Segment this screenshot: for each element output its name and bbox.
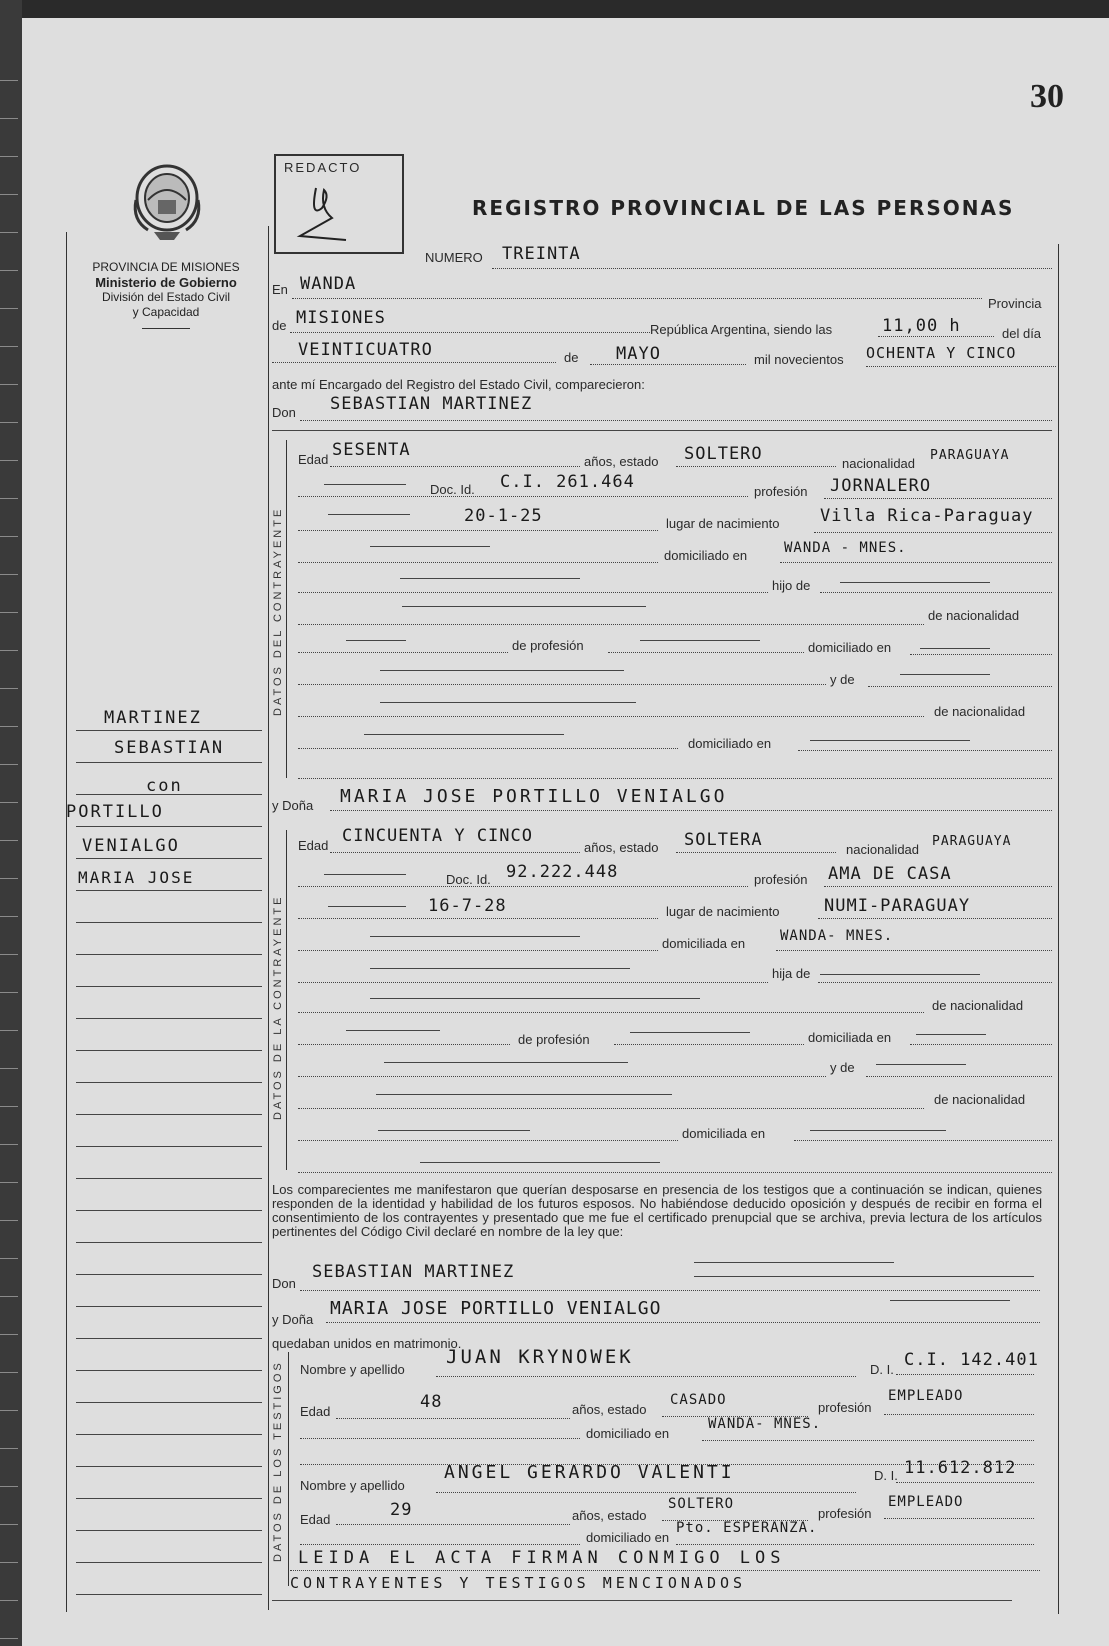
f-dash-15 bbox=[420, 1162, 660, 1163]
f-prof-value: AMA DE CASA bbox=[828, 864, 952, 884]
f-domen2-label: domiciliada en bbox=[682, 1126, 766, 1141]
f-estado-line bbox=[676, 852, 836, 853]
margin-ruled-line bbox=[76, 826, 262, 827]
margin-ruled-line bbox=[76, 1370, 262, 1371]
t1-prof-line bbox=[884, 1414, 1034, 1415]
t1-dom-label: domiciliado en bbox=[586, 1426, 670, 1441]
f-fecha-value: 16-7-28 bbox=[428, 896, 507, 916]
c-nac-label: nacionalidad bbox=[842, 456, 916, 471]
binding-tick bbox=[0, 1144, 18, 1145]
t2-anos-label: años, estado bbox=[572, 1508, 647, 1523]
t2-dom-line bbox=[676, 1544, 1034, 1545]
c-prof-value: JORNALERO bbox=[830, 476, 932, 496]
t1-prof-label: profesión bbox=[818, 1400, 872, 1415]
margin-ruled-line bbox=[76, 1594, 262, 1595]
c-domen-label: domiciliado en bbox=[808, 640, 892, 655]
t2-dom-value: Pto. ESPERANZA. bbox=[676, 1520, 818, 1536]
t1-dom-line bbox=[702, 1440, 1034, 1441]
hora-line bbox=[878, 336, 994, 337]
provincial-crest-icon bbox=[128, 160, 206, 242]
f-fecha-line bbox=[298, 918, 658, 919]
dia-value: VEINTICUATRO bbox=[298, 340, 433, 360]
t2-doc-line bbox=[896, 1482, 1034, 1483]
don-value: SEBASTIAN MARTINEZ bbox=[330, 394, 533, 414]
f-dash-1 bbox=[324, 874, 406, 875]
c-dom-label: domiciliado en bbox=[664, 548, 748, 563]
de-mes-label: de bbox=[564, 350, 579, 365]
f-dom-line bbox=[776, 950, 1052, 951]
f-prof-label: profesión bbox=[754, 872, 808, 887]
binding-tick bbox=[0, 954, 18, 955]
t1-nombre-line bbox=[436, 1376, 856, 1377]
binding-tick bbox=[0, 650, 18, 651]
f-nac-label: nacionalidad bbox=[846, 842, 920, 857]
binding-tick bbox=[0, 916, 18, 917]
decl-dona-value: MARIA JOSE PORTILLO VENIALGO bbox=[330, 1298, 662, 1319]
binding-tick bbox=[0, 726, 18, 727]
page-number: 30 bbox=[1030, 78, 1064, 115]
t2-edad-label: Edad bbox=[300, 1512, 331, 1527]
t2-prof-value: EMPLEADO bbox=[888, 1494, 964, 1510]
margin-ruled-line bbox=[76, 1018, 262, 1019]
binding-tick bbox=[0, 232, 18, 233]
f-dash-11 bbox=[876, 1064, 966, 1065]
form-left-border bbox=[268, 226, 269, 1610]
f-dash-14 bbox=[810, 1130, 946, 1131]
don-line bbox=[300, 420, 1052, 421]
provincia-label: Provincia bbox=[988, 296, 1042, 311]
f-doc-value: 92.222.448 bbox=[506, 862, 619, 882]
binding-tick bbox=[0, 460, 18, 461]
binding-tick bbox=[0, 1334, 18, 1335]
declaration-paragraph: Los comparecientes me manifestaron que querían desposarse en presencia de los testigos que a continuación se indican, quienes responden de la identidad y habilidad de los futuros esposos. No habiéndose deducido oposición y después de recibir en forma el consentimiento de los contrayentes y presentado que me fue el certificado prenupcial que se archiva, previa lectura de los artículos pertinentes del Código Civil declaré en nombre de la ley que: bbox=[272, 1182, 1042, 1239]
dona-line bbox=[330, 810, 1052, 811]
margin-ruled-line bbox=[76, 1402, 262, 1403]
ministry-block bbox=[66, 260, 266, 329]
binding-tick bbox=[0, 270, 18, 271]
margin-ruled-line bbox=[76, 858, 262, 859]
c-deprof-blank bbox=[298, 652, 508, 653]
closing-underline-2 bbox=[272, 1600, 1012, 1601]
f-denac2-label: de nacionalidad bbox=[934, 1092, 1026, 1107]
decl-dash-3 bbox=[890, 1300, 1010, 1301]
c-hijo-line bbox=[820, 592, 1052, 593]
binding-tick bbox=[0, 422, 18, 423]
testigos-side-label: DATOS DE LOS TESTIGOS bbox=[272, 1360, 284, 1562]
c-estado-line bbox=[676, 466, 836, 467]
t1-doc-label: D. I. bbox=[870, 1362, 894, 1377]
c-edad-label: Edad bbox=[298, 452, 329, 467]
testigos-bracket bbox=[288, 1352, 289, 1586]
decl-dona-label: y Doña bbox=[272, 1312, 314, 1327]
f-hija-line bbox=[818, 982, 1052, 983]
ministry-line-3: División del Estado Civil bbox=[101, 290, 231, 304]
c-dash-4 bbox=[400, 578, 580, 579]
decl-don-label: Don bbox=[272, 1276, 296, 1291]
margin-ruled-line bbox=[76, 1242, 262, 1243]
f-deprof-line bbox=[614, 1044, 804, 1045]
binding-tick bbox=[0, 574, 18, 575]
margin-ruled-line bbox=[76, 1082, 262, 1083]
c-fecha-line bbox=[298, 530, 658, 531]
margin-ruled-line bbox=[76, 986, 262, 987]
dona-value: MARIA JOSE PORTILLO VENIALGO bbox=[340, 786, 728, 807]
f-lugar-line bbox=[818, 918, 1052, 919]
contrayenta-side-label: DATOS DE LA CONTRAYENTE bbox=[272, 894, 284, 1120]
margin-ruled-line bbox=[76, 1210, 262, 1211]
c-edad-value: SESENTA bbox=[332, 440, 411, 460]
decl-dona-line bbox=[326, 1322, 1040, 1323]
c-denac-line bbox=[298, 624, 924, 625]
binding-tick bbox=[0, 194, 18, 195]
f-dash-4 bbox=[370, 968, 630, 969]
margin-note-line-2: SEBASTIAN bbox=[114, 738, 225, 758]
f-domen2-line bbox=[794, 1140, 1052, 1141]
t2-prof-line bbox=[884, 1518, 1034, 1519]
ante-label: ante mí Encargado del Registro del Estado Civil, comparecieron: bbox=[272, 377, 645, 392]
margin-ruled-line bbox=[76, 1146, 262, 1147]
f-dash-3 bbox=[370, 936, 580, 937]
t2-dom-blank bbox=[300, 1544, 580, 1545]
c-edad-line bbox=[330, 466, 580, 467]
c-close-line bbox=[298, 778, 1052, 779]
binding-tick bbox=[0, 308, 18, 309]
c-hijo-blank bbox=[298, 592, 768, 593]
binding-tick bbox=[0, 384, 18, 385]
redacto-stamp bbox=[274, 154, 404, 254]
mil-label: mil novecientos bbox=[754, 352, 844, 367]
t2-doc-label: D. I. bbox=[874, 1468, 898, 1483]
c-prof-line bbox=[824, 498, 1052, 499]
f-domen-line bbox=[910, 1044, 1052, 1045]
f-deprof-label: de profesión bbox=[518, 1032, 590, 1047]
margin-ruled-line bbox=[76, 1274, 262, 1275]
binding-tick bbox=[0, 612, 18, 613]
margin-ruled-line bbox=[76, 1562, 262, 1563]
f-doc-label: Doc. Id. bbox=[446, 872, 491, 887]
binding-tick bbox=[0, 840, 18, 841]
t1-edad-value: 48 bbox=[420, 1392, 443, 1412]
margin-note-line-1: MARTINEZ bbox=[104, 708, 202, 728]
c-deprof-line bbox=[608, 652, 804, 653]
closing-line-2: CONTRAYENTES Y TESTIGOS MENCIONADOS bbox=[290, 1574, 747, 1592]
contrayente-bracket bbox=[286, 440, 287, 778]
c-dash-10 bbox=[380, 670, 624, 671]
c-doc-value: C.I. 261.464 bbox=[500, 472, 635, 492]
margin-ruled-line bbox=[76, 922, 262, 923]
c-lugar-line bbox=[814, 532, 1052, 533]
t1-nombre-value: JUAN KRYNOWEK bbox=[446, 1346, 634, 1368]
book-binding bbox=[0, 0, 22, 1646]
binding-tick bbox=[0, 156, 18, 157]
margin-note-line-6: MARIA JOSE bbox=[78, 868, 195, 887]
c-denac2-line bbox=[298, 716, 924, 717]
f-deprof-blank bbox=[298, 1044, 510, 1045]
decl-dash-1 bbox=[694, 1262, 894, 1263]
binding-tick bbox=[0, 1220, 18, 1221]
binding-tick bbox=[0, 536, 18, 537]
binding-tick bbox=[0, 1182, 18, 1183]
t2-nombre-label: Nombre y apellido bbox=[300, 1478, 405, 1493]
margin-note-line-4: PORTILLO bbox=[66, 802, 164, 822]
binding-tick bbox=[0, 1562, 18, 1563]
c-domen-line bbox=[910, 654, 1052, 655]
c-anos-label: años, estado bbox=[584, 454, 659, 469]
f-denac-line bbox=[298, 1012, 924, 1013]
don-underline bbox=[272, 430, 1052, 431]
c-doc-line bbox=[298, 496, 748, 497]
c-hijo-label: hijo de bbox=[772, 578, 811, 593]
margin-ruled-line bbox=[76, 890, 262, 891]
ministry-divider bbox=[142, 328, 190, 329]
margin-ruled-line bbox=[76, 1114, 262, 1115]
f-prof-line bbox=[824, 886, 1052, 887]
margin-ruled-line bbox=[76, 954, 262, 955]
t1-anos-label: años, estado bbox=[572, 1402, 647, 1417]
binding-tick bbox=[0, 1524, 18, 1525]
c-dash-1 bbox=[324, 484, 406, 485]
numero-value: TREINTA bbox=[502, 244, 581, 264]
margin-ruled-line bbox=[76, 1338, 262, 1339]
t2-nombre-line bbox=[436, 1492, 856, 1493]
t2-doc-value: 11.612.812 bbox=[904, 1458, 1017, 1478]
c-dom-value: WANDA - MNES. bbox=[784, 540, 907, 556]
binding-tick bbox=[0, 1638, 18, 1639]
f-doc-line bbox=[298, 886, 748, 887]
dia-line bbox=[272, 362, 556, 363]
margin-left-border bbox=[66, 232, 67, 1612]
de-label: de bbox=[272, 318, 287, 333]
f-dash-12 bbox=[376, 1094, 672, 1095]
f-anos-label: años, estado bbox=[584, 840, 659, 855]
margin-ruled-line bbox=[76, 1178, 262, 1179]
decl-don-line bbox=[300, 1290, 1040, 1291]
contrayenta-bracket bbox=[286, 830, 287, 1170]
t1-prof-value: EMPLEADO bbox=[888, 1388, 964, 1404]
binding-tick bbox=[0, 1296, 18, 1297]
margin-ruled-line bbox=[76, 762, 262, 763]
binding-tick bbox=[0, 802, 18, 803]
c-nac-value: PARAGUAYA bbox=[930, 448, 1010, 463]
c-dash-13 bbox=[364, 734, 564, 735]
f-dom-blank bbox=[298, 950, 658, 951]
t2-estado-value: SOLTERO bbox=[668, 1496, 735, 1512]
document-title: REGISTRO PROVINCIAL DE LAS PERSONAS bbox=[472, 196, 1015, 220]
binding-tick bbox=[0, 1068, 18, 1069]
f-hija-label: hija de bbox=[772, 966, 811, 981]
f-dash-2 bbox=[328, 906, 406, 907]
f-dash-6 bbox=[370, 998, 700, 999]
c-doc-label: Doc. Id. bbox=[430, 482, 475, 497]
contrayente-side-label: DATOS DEL CONTRAYENTE bbox=[272, 506, 284, 716]
f-dash-9 bbox=[916, 1034, 986, 1035]
margin-ruled-line bbox=[76, 1306, 262, 1307]
del-dia-label: del día bbox=[1002, 326, 1042, 341]
margin-ruled-line bbox=[76, 1050, 262, 1051]
t1-edad-line bbox=[336, 1418, 570, 1419]
c-yde-label: y de bbox=[830, 672, 855, 687]
closing-line-1: LEIDA EL ACTA FIRMAN CONMIGO LOS bbox=[298, 1548, 786, 1568]
numero-label: NUMERO bbox=[425, 250, 483, 265]
binding-tick bbox=[0, 1106, 18, 1107]
f-dash-8 bbox=[630, 1032, 750, 1033]
binding-tick bbox=[0, 1600, 18, 1601]
f-estado-value: SOLTERA bbox=[684, 830, 763, 850]
c-dash-14 bbox=[810, 740, 970, 741]
t2-dom-label: domiciliado en bbox=[586, 1530, 670, 1545]
t2-edad-line bbox=[336, 1524, 570, 1525]
margin-ruled-line bbox=[76, 1466, 262, 1467]
f-yde-line bbox=[866, 1076, 1052, 1077]
ministry-line-4: y Capacidad bbox=[132, 305, 200, 319]
f-domen-label: domiciliada en bbox=[808, 1030, 892, 1045]
c-domen2-line bbox=[798, 750, 1052, 751]
ministry-line-2: Ministerio de Gobierno bbox=[95, 275, 237, 290]
en-value: WANDA bbox=[300, 274, 357, 294]
f-yde-label: y de bbox=[830, 1060, 855, 1075]
c-yde-line bbox=[868, 686, 1052, 687]
decl-don-value: SEBASTIAN MARTINEZ bbox=[312, 1262, 515, 1282]
t2-edad-value: 29 bbox=[390, 1500, 413, 1520]
closing-underline-1 bbox=[290, 1570, 1040, 1571]
binding-tick bbox=[0, 346, 18, 347]
binding-tick bbox=[0, 1258, 18, 1259]
f-lugar-label: lugar de nacimiento bbox=[666, 904, 780, 919]
t1-edad-label: Edad bbox=[300, 1404, 331, 1419]
f-dash-10 bbox=[384, 1062, 628, 1063]
redacto-label: REDACTO bbox=[284, 160, 362, 175]
t1-doc-line bbox=[896, 1374, 1034, 1375]
f-dash-13 bbox=[378, 1130, 530, 1131]
margin-ruled-line bbox=[76, 1530, 262, 1531]
margin-ruled-line bbox=[76, 730, 262, 731]
en-line bbox=[292, 298, 982, 299]
f-dom-label: domiciliada en bbox=[662, 936, 746, 951]
binding-tick bbox=[0, 992, 18, 993]
c-dash-11 bbox=[900, 674, 990, 675]
c-domen2-blank bbox=[298, 748, 678, 749]
mes-value: MAYO bbox=[616, 344, 661, 364]
binding-tick bbox=[0, 1448, 18, 1449]
c-domen2-label: domiciliado en bbox=[688, 736, 772, 751]
form-right-border bbox=[1058, 244, 1059, 1614]
f-close-line bbox=[298, 1172, 1052, 1173]
quedaban-label: quedaban unidos en matrimonio. bbox=[272, 1336, 462, 1351]
t1-doc-value: C.I. 142.401 bbox=[904, 1350, 1039, 1370]
don-label: Don bbox=[272, 405, 296, 420]
c-denac2-label: de nacionalidad bbox=[934, 704, 1026, 719]
c-dash-9 bbox=[920, 648, 990, 649]
margin-ruled-line bbox=[76, 1498, 262, 1499]
f-dash-5 bbox=[820, 974, 980, 975]
redacto-signature-icon bbox=[280, 178, 400, 248]
c-dash-6 bbox=[402, 606, 646, 607]
anio-value: OCHENTA Y CINCO bbox=[866, 344, 1017, 362]
c-lugar-label: lugar de nacimiento bbox=[666, 516, 780, 531]
binding-tick bbox=[0, 1030, 18, 1031]
de-value: MISIONES bbox=[296, 308, 386, 328]
c-dash-5 bbox=[840, 582, 990, 583]
c-dom-blank bbox=[298, 562, 658, 563]
c-dash-12 bbox=[380, 702, 636, 703]
t1-nombre-label: Nombre y apellido bbox=[300, 1362, 405, 1377]
c-dom-line bbox=[780, 562, 1052, 563]
c-dash-8 bbox=[640, 640, 760, 641]
en-label: En bbox=[272, 282, 288, 297]
c-yde-blank bbox=[298, 684, 826, 685]
f-hija-blank bbox=[298, 982, 768, 983]
t1-estado-value: CASADO bbox=[670, 1392, 727, 1408]
republica-label: República Argentina, siendo las bbox=[650, 322, 833, 337]
anio-line bbox=[866, 366, 1056, 367]
decl-dash-2 bbox=[694, 1276, 1034, 1277]
t2-nombre-value: ANGEL GERARDO VALENTI bbox=[444, 1462, 735, 1483]
c-deprof-label: de profesión bbox=[512, 638, 584, 653]
binding-tick bbox=[0, 688, 18, 689]
binding-tick bbox=[0, 764, 18, 765]
binding-tick bbox=[0, 118, 18, 119]
f-dom-value: WANDA- MNES. bbox=[780, 928, 894, 944]
f-yde-blank bbox=[298, 1076, 826, 1077]
c-dash-2 bbox=[328, 514, 410, 515]
binding-tick bbox=[0, 498, 18, 499]
f-dash-7 bbox=[346, 1030, 440, 1031]
c-prof-label: profesión bbox=[754, 484, 808, 499]
c-denac-label: de nacionalidad bbox=[928, 608, 1020, 623]
ministry-line-1: PROVINCIA DE MISIONES bbox=[92, 260, 240, 274]
margin-note-line-5: VENIALGO bbox=[82, 836, 180, 856]
mes-line bbox=[590, 364, 746, 365]
f-denac-label: de nacionalidad bbox=[932, 998, 1024, 1013]
t1-dom-value: WANDA- MNES. bbox=[708, 1416, 822, 1432]
c-dash-3 bbox=[370, 546, 490, 547]
f-denac2-line bbox=[298, 1108, 924, 1109]
f-edad-line bbox=[330, 852, 580, 853]
f-edad-label: Edad bbox=[298, 838, 329, 853]
binding-tick bbox=[0, 878, 18, 879]
binding-tick bbox=[0, 1372, 18, 1373]
c-dash-7 bbox=[346, 640, 406, 641]
f-domen2-blank bbox=[298, 1140, 678, 1141]
c-estado-value: SOLTERO bbox=[684, 444, 763, 464]
binding-tick bbox=[0, 1410, 18, 1411]
t1-dom-blank bbox=[300, 1438, 580, 1439]
c-lugar-value: Villa Rica-Paraguay bbox=[820, 506, 1034, 526]
c-fecha-value: 20-1-25 bbox=[464, 506, 543, 526]
margin-note-line-3: con bbox=[146, 776, 183, 796]
f-nac-value: PARAGUAYA bbox=[932, 834, 1012, 849]
numero-line bbox=[492, 268, 1052, 269]
binding-tick bbox=[0, 80, 18, 81]
margin-ruled-line bbox=[76, 1434, 262, 1435]
binding-tick bbox=[0, 1486, 18, 1487]
hora-value: 11,00 h bbox=[882, 316, 961, 336]
f-edad-value: CINCUENTA Y CINCO bbox=[342, 826, 533, 846]
f-lugar-value: NUMI-PARAGUAY bbox=[824, 896, 971, 916]
t2-prof-label: profesión bbox=[818, 1506, 872, 1521]
dona-label: y Doña bbox=[272, 798, 314, 813]
de-line bbox=[290, 332, 650, 333]
